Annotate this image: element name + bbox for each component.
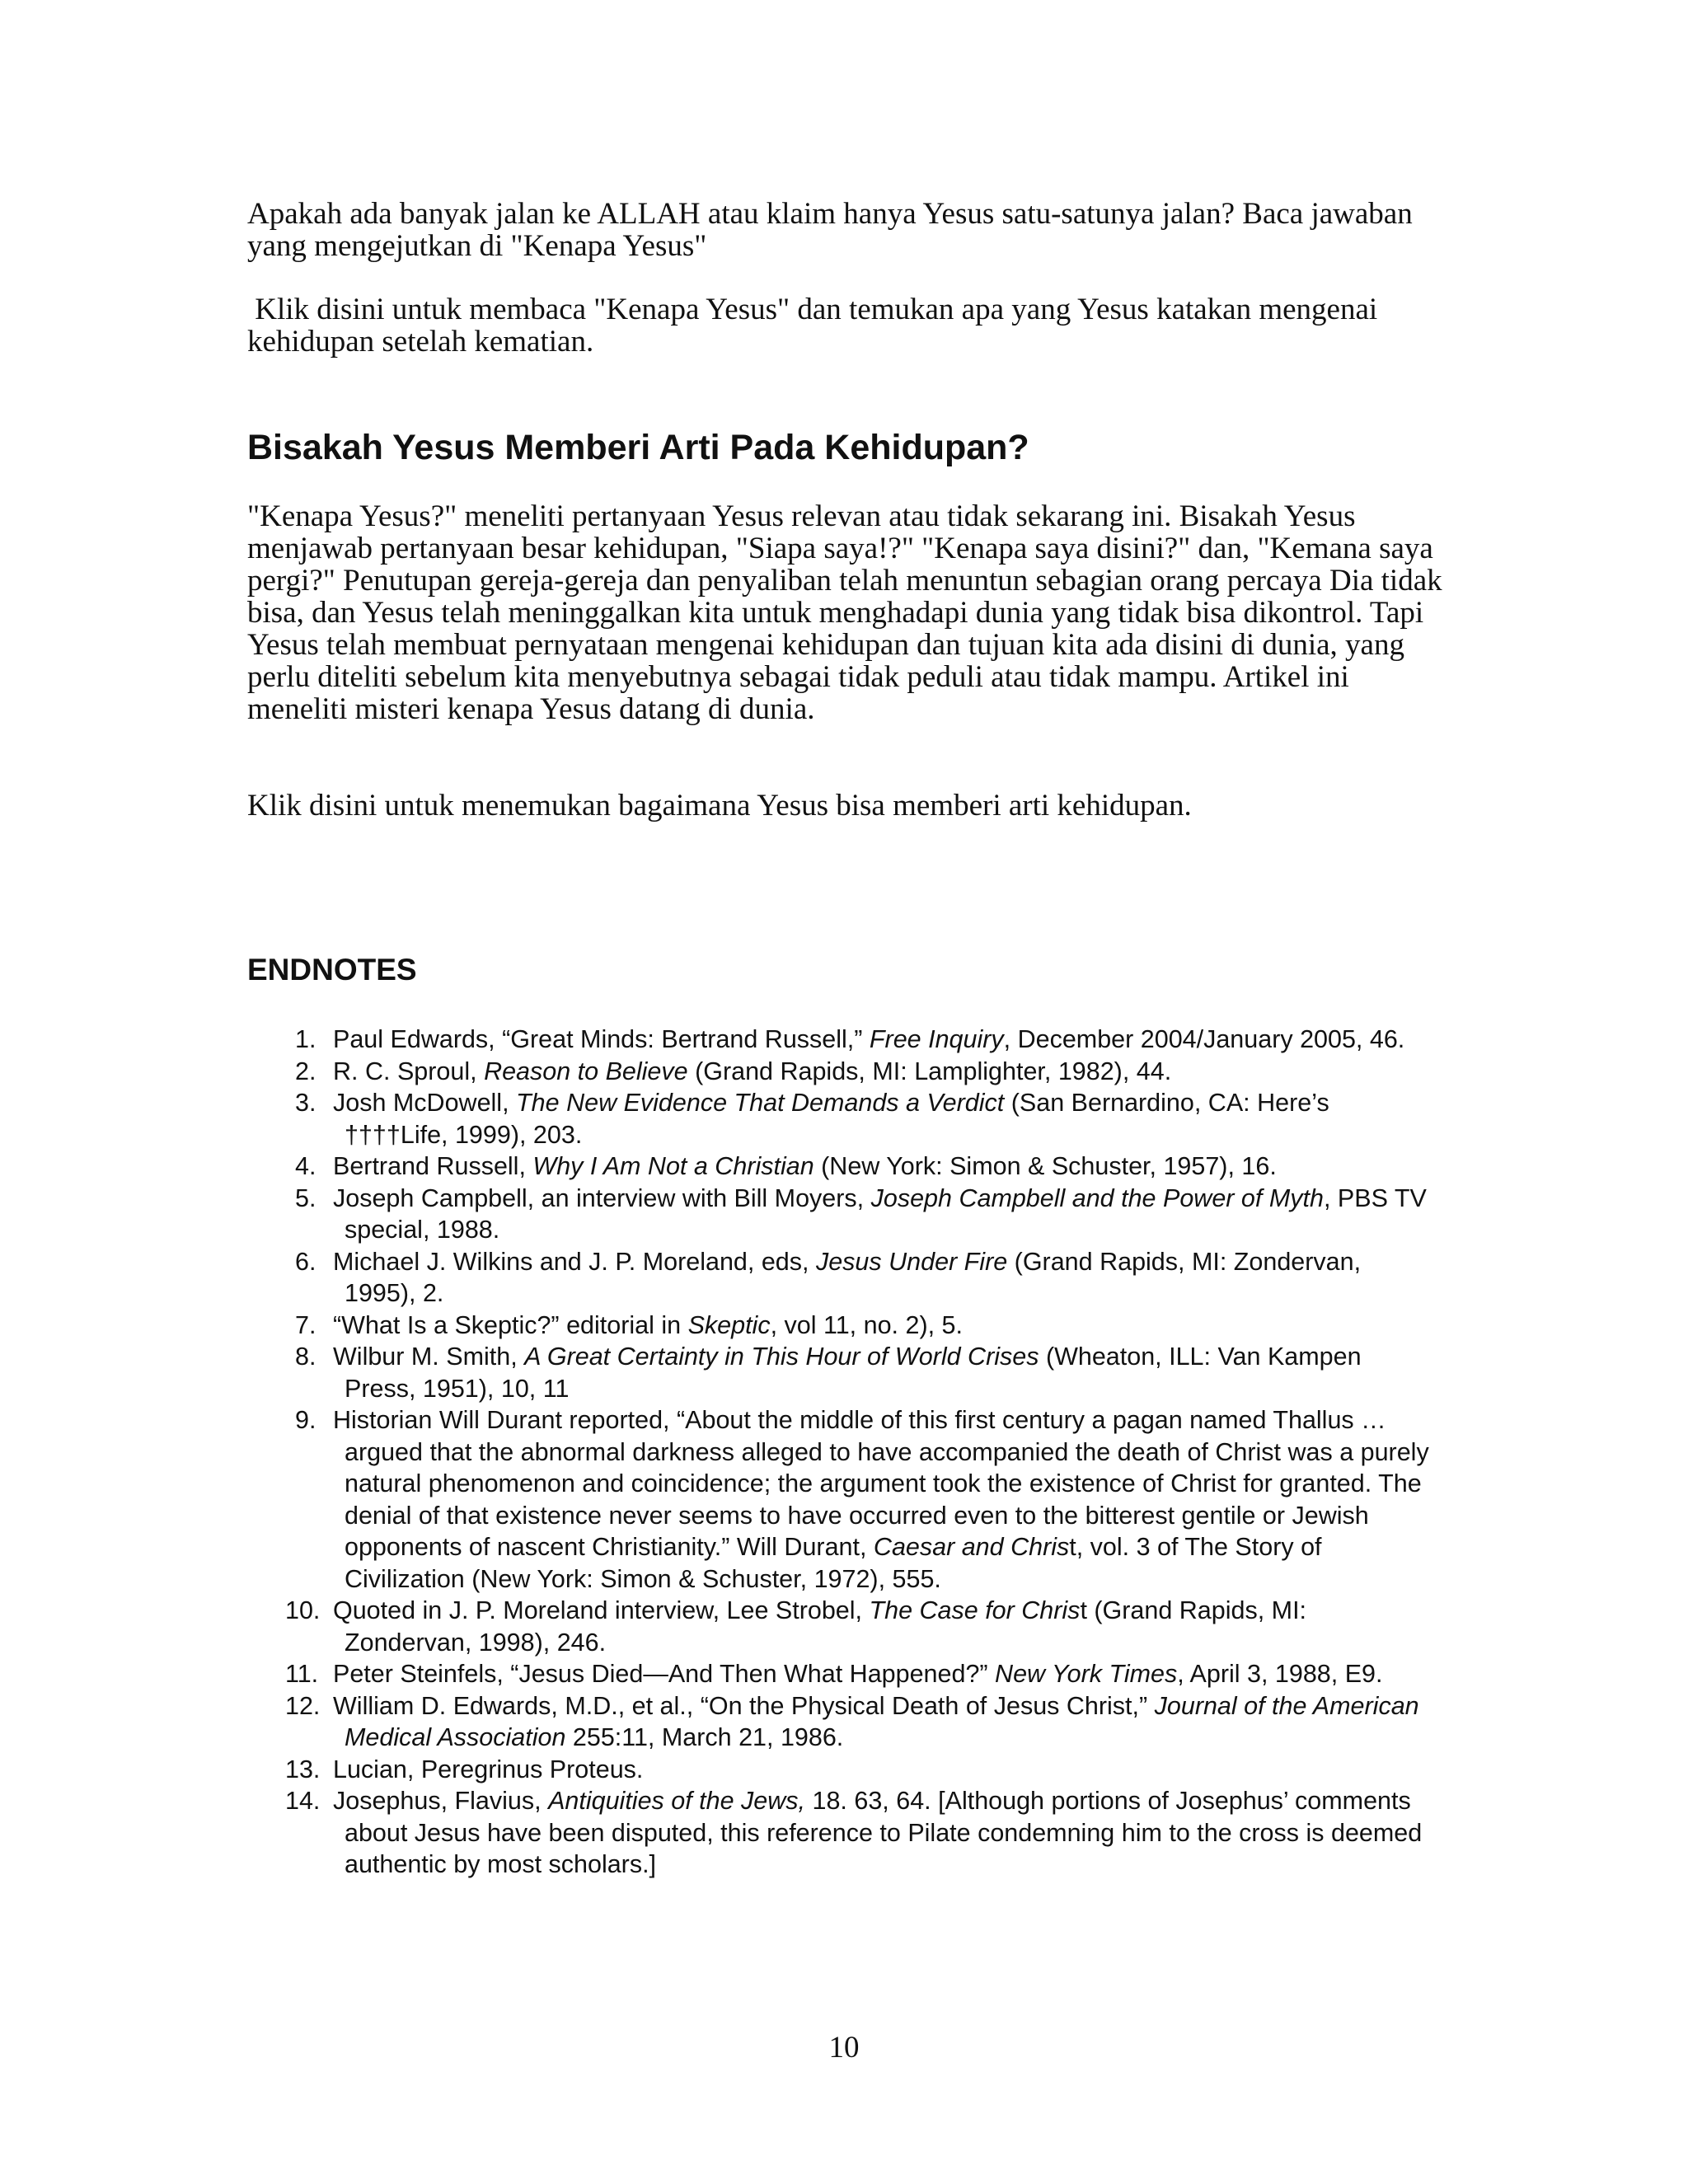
endnote-text-end: , April 3, 1988, E9. — [1177, 1660, 1383, 1688]
endnote-title: Reason to Believe — [484, 1057, 688, 1085]
endnote-text-end: 255:11, March 21, 1986. — [565, 1723, 844, 1751]
endnote-title: Journal of the American Medical Association — [345, 1691, 1419, 1751]
endnote-item — [295, 1246, 1432, 1310]
section-paragraph-2: Klik disini untuk menemukan bagaimana Yesus bisa memberi arti kehidupan. — [247, 789, 1192, 823]
endnote-item — [295, 1183, 1432, 1246]
endnote-item — [285, 1785, 1432, 1881]
endnote-text: Bertrand Russell, — [333, 1152, 533, 1180]
section-heading: Bisakah Yesus Memberi Arti Pada Kehidupan? — [247, 428, 1029, 467]
endnote-title: Antiquities of the Jews, — [548, 1787, 806, 1815]
endnote-item — [295, 1024, 1432, 1056]
endnote-text: Josephus, Flavius, — [333, 1787, 549, 1815]
endnote-text-end: , vol 11, no. 2), 5. — [770, 1310, 963, 1339]
endnote-title: Caesar and Chris — [873, 1533, 1070, 1561]
endnote-text: R. C. Sproul, — [333, 1057, 485, 1085]
endnote-text-end: (Grand Rapids, MI: Zondervan, 1995), 2. — [345, 1247, 1362, 1307]
intro-paragraph-1: Apakah ada banyak jalan ke ALLAH atau klaim hanya Yesus satu-satunya jalan? Baca jawaban yang mengejutkan di "Kenapa Yesus" — [247, 197, 1413, 263]
endnote-text: Michael J. Wilkins and J. P. Moreland, eds, — [333, 1247, 816, 1276]
endnote-title: Why I Am Not a Christian — [532, 1152, 814, 1180]
endnote-number: 11. — [285, 1660, 319, 1688]
endnote-text-end: , PBS TV special, 1988. — [345, 1183, 1427, 1244]
endnote-text: Lucian, Peregrinus Proteus. — [333, 1755, 644, 1783]
endnotes-list — [285, 1024, 1432, 1881]
endnote-text: Quoted in J. P. Moreland interview, Lee Strobel, — [333, 1596, 870, 1624]
endnote-text-end: , December 2004/January 2005, 46. — [1003, 1025, 1405, 1053]
endnote-number: 12. — [285, 1691, 321, 1720]
endnotes-heading: ENDNOTES — [247, 953, 417, 987]
endnote-text: Josh McDowell, — [333, 1089, 517, 1117]
endnote-item — [295, 1404, 1432, 1595]
endnote-item — [295, 1310, 1432, 1342]
page-number: 10 — [828, 2031, 860, 2064]
endnote-text: “What Is a Skeptic?” editorial in — [333, 1310, 688, 1339]
intro-paragraph-2: Klik disini untuk membaca "Kenapa Yesus" dan temukan apa yang Yesus katakan mengenai kehidupan setelah kematian. — [247, 293, 1386, 359]
endnote-text: Wilbur M. Smith, — [333, 1343, 525, 1371]
endnote-number: 3. — [295, 1089, 316, 1117]
endnote-title: Joseph Campbell and the Power of Myth — [870, 1183, 1324, 1212]
endnote-text-end: (Grand Rapids, MI: Lamplighter, 1982), 44. — [687, 1057, 1172, 1085]
endnote-number: 5. — [295, 1183, 316, 1212]
endnote-number: 1. — [295, 1025, 316, 1053]
endnote-item — [285, 1658, 1432, 1690]
endnote-number: 13. — [285, 1755, 321, 1783]
endnote-number: 4. — [295, 1152, 316, 1180]
endnote-text: Paul Edwards, “Great Minds: Bertrand Russell,” — [333, 1025, 870, 1053]
endnote-item — [295, 1087, 1432, 1151]
endnote-text: Peter Steinfels, “Jesus Died—And Then What Happened?” — [333, 1660, 996, 1688]
endnote-item — [295, 1341, 1432, 1404]
endnote-title: The Case for Chris — [869, 1596, 1081, 1624]
endnote-number: 9. — [295, 1406, 316, 1434]
endnote-number: 10. — [285, 1596, 321, 1624]
endnote-title: The New Evidence That Demands a Verdict — [516, 1089, 1005, 1117]
endnote-title: Skeptic — [687, 1310, 771, 1339]
endnote-text-end: (New York: Simon & Schuster, 1957), 16. — [814, 1152, 1277, 1180]
endnote-title: A Great Certainty in This Hour of World Crises — [524, 1343, 1039, 1371]
endnote-text: Joseph Campbell, an interview with Bill Moyers, — [333, 1183, 871, 1212]
endnote-item — [295, 1056, 1432, 1088]
endnote-text-end: 18. 63, 64. [Although portions of Josephus’ comments about Jesus have been disputed, this reference to Pilate condemning him to the cross is deemed authentic by most scholars.] — [345, 1787, 1423, 1878]
endnote-item — [285, 1690, 1432, 1754]
endnote-text-end: t, vol. 3 of The Story of Civilization (New York: Simon & Schuster, 1972), 555. — [345, 1533, 1322, 1593]
endnote-number: 2. — [295, 1057, 316, 1085]
endnote-number: 14. — [285, 1787, 321, 1815]
endnote-text-end: (Wheaton, ILL: Van Kampen Press, 1951), 10, 11 — [345, 1343, 1362, 1403]
endnote-text: Historian Will Durant reported, “About the middle of this first century a pagan named Thallus … argued that the abnormal darkness alleged to have accompanied the death of Christ was a purely natural phenomenon and coincidence; the argument took the existence of Christ for granted. The denial of that existence never seems to have occurred even to the bitterest gentile or Jewish opponents of nascent Christianity.” Will Durant, — [333, 1406, 1429, 1561]
endnote-text-end: t (Grand Rapids, MI: Zondervan, 1998), 246. — [345, 1596, 1307, 1657]
endnote-number: 7. — [295, 1310, 316, 1339]
endnote-item — [295, 1151, 1432, 1183]
endnote-number: 6. — [295, 1247, 316, 1276]
endnote-text-end: (San Bernardino, CA: Here’s ††††Life, 1999), 203. — [345, 1089, 1329, 1149]
section-paragraph-1: "Kenapa Yesus?" meneliti pertanyaan Yesus relevan atau tidak sekarang ini. Bisakah Yesus menjawab pertanyaan besar kehidupan, "Siapa saya!?" "Kenapa saya disini?" dan, "Kemana saya pergi?" Penutupan gereja-gereja dan penyaliban telah menuntun sebagian orang percaya Dia tidak bisa, dan Yesus telah meninggalkan kita untuk menghadapi dunia yang tidak bisa dikontrol. Tapi Yesus telah membuat pernyataan mengenai kehidupan dan tujuan kita ada disini di dunia, yang perlu diteliti sebelum kita menyebutnya sebagai tidak peduli atau tidak mampu. Artikel ini meneliti misteri kenapa Yesus datang di dunia. — [247, 499, 1442, 726]
endnote-text: William D. Edwards, M.D., et al., “On the Physical Death of Jesus Christ,” — [333, 1691, 1155, 1720]
endnote-title: Jesus Under Fire — [815, 1247, 1008, 1276]
endnote-number: 8. — [295, 1343, 316, 1371]
endnote-title: Free Inquiry — [869, 1025, 1004, 1053]
endnote-title: New York Times — [995, 1660, 1178, 1688]
endnote-item — [285, 1595, 1432, 1658]
endnote-item — [285, 1754, 1432, 1786]
